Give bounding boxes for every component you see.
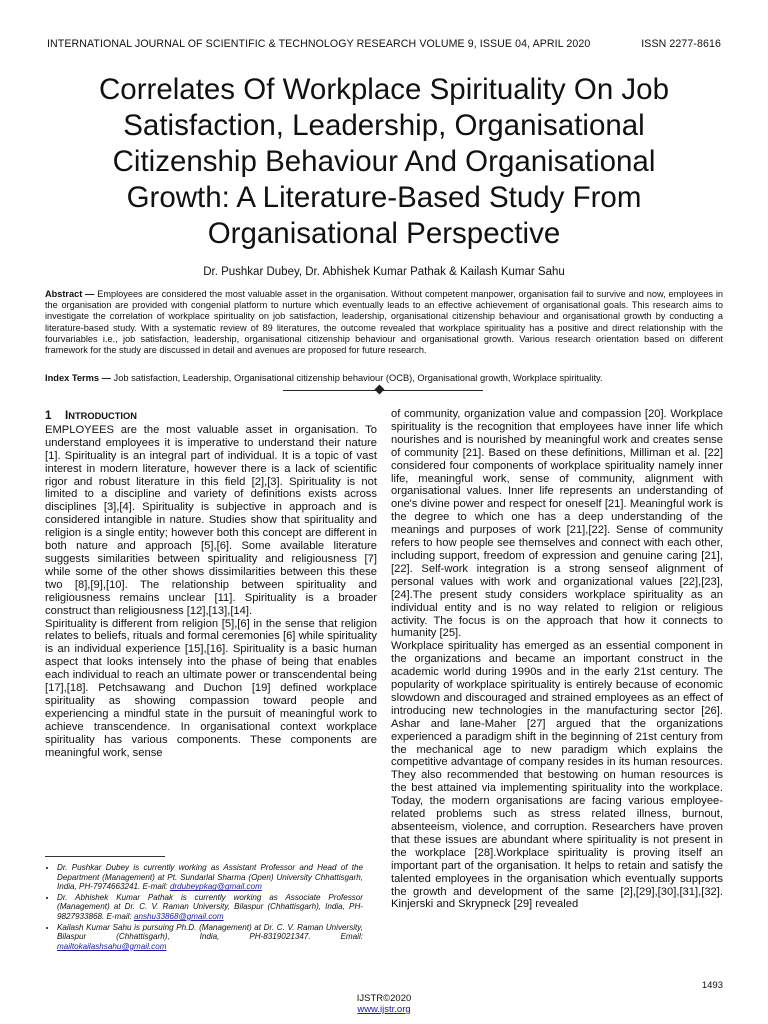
footnote-text: Dr. Abhishek Kumar Pathak is currently working as Associate Professor (Management) at Dr. C. V. Raman University, Bilaspur (Chhattisgarh), India, PH-9827933868. E-mail: [57, 892, 363, 921]
section-heading [45, 410, 377, 423]
left-column [45, 410, 377, 759]
title-line: Growth: A Literature-Based Study From [126, 181, 642, 214]
abstract [45, 289, 723, 356]
index-terms-text: Job satisfaction, Leadership, Organisational citizenship behaviour (OCB), Organisational growth, Workplace spirituality. [110, 373, 603, 383]
page-footer [0, 993, 768, 1015]
footnote-text: Kailash Kumar Sahu is pursuing Ph.D. (Management) at Dr. C. V. Raman University, Bilaspur (Chhattisgarh), India, PH-8319021347. Email: [57, 922, 363, 942]
page-number: 1493 [701, 980, 723, 991]
right-column [391, 408, 723, 911]
diamond-icon [375, 385, 385, 395]
website-link[interactable]: www.ijstr.org [357, 1004, 411, 1015]
footnote-item [57, 893, 363, 922]
journal-header [47, 38, 721, 50]
paper-title [30, 72, 738, 252]
body-paragraph: of community, organization value and compassion [20]. Workplace spirituality is the recognition that employees have inner life which nourishes and is nourished by meaningful work and creates sense of community [21]. Based on these definitions, Milliman et al. [22] considered four components of workplace spirituality namely inner life, meaningful work, sense of community, alignment with organisational values. Inner life represents an understanding of one's divine power and respect for oneself [21]. Meaningful work is the degree to which one has a deep understanding of the meanings and purposes of work [21],[22]. Sense of community refers to how people see themselves and connect with each other, including support, freedom of expression and genuine caring [21],[22]. Self-work integration is a strong senseof alignment of personal values with work and organizational values [22],[23],[24].The present study considers workplace spirituality as an individual entity and is no way related to religion or religious activity. The focus is on the approach that how it connects to humanity [25]. [391, 408, 723, 640]
section-initial: I [65, 409, 69, 422]
title-line: Satisfaction, Leadership, Organisational [123, 109, 645, 142]
email-link[interactable]: anshu33868@gmail.com [133, 911, 224, 921]
title-line: Organisational Perspective [207, 217, 561, 250]
index-terms [45, 373, 723, 384]
body-paragraph: Spirituality is different from religion [5],[6] in the sense that religion relates to beliefs, rituals and formal ceremonies [6] while spirituality is an individual experience [15],[16]. Spirituality is a basic human aspect that looks intensely into the phase of being that enables each individual to reach an ultimate power or transcendental being [17],[18]. Petchsawang and Duchon [19] defined workplace spirituality as showing compassion toward people and experiencing a mindful state in the pursuit of meaningful work to achieve transcendence. In organisational context workplace spirituality has various components. These components are meaningful work, sense [45, 617, 377, 759]
copyright: IJSTR©2020 [356, 993, 412, 1004]
section-rest: NTRODUCTION [68, 411, 137, 421]
issn: ISSN 2277-8616 [641, 38, 721, 50]
body-paragraph: Workplace spirituality has emerged as an essential component in the organizations and became an important construct in the academic world during 1990s and in the early 21st century. The popularity of workplace spirituality is entirely because of economic slowdown and discouraged and strained employees as an effect of introducing new technologies in the manufacturing sector [26]. Ashar and lane-Maher [27] argued that the organizations experienced a paradigm shift in the beginning of 21st century from the mechanical age to new paradigm which explains the competitive advantage of company resides in its human resources. They also recommended that bestowing on human resources is the best attained via implementing spirituality into the workplace. Today, the modern organisations are facing various employee-related problems such as stress related illness, burnout, absenteeism, violence, and corruption. Researchers have proven that these issues are abundant where spirituality is not present in the workplace [28].Workplace spirituality is proving itself an important part of the organisation. It helps to retain and satisfy the talented employees in the organisation which eventually supports the growth and development of the same [2],[29],[30],[31],[32]. Kinjerski and Skrypneck [29] revealed [391, 640, 723, 911]
authors: Dr. Pushkar Dubey, Dr. Abhishek Kumar Pathak & Kailash Kumar Sahu [203, 266, 565, 278]
footnotes [45, 863, 363, 952]
footnote-item [57, 863, 363, 892]
email-link[interactable]: mailtokailashsahu@gmail.com [57, 941, 167, 951]
index-terms-label: Index Terms — [45, 373, 111, 383]
body-paragraph: EMPLOYEES are the most valuable asset in organisation. To understand employees it is imperative to understand their nature [1]. Spirituality is an integral part of individual. It is a topic of vast interest in modern literature, however there is a lack of scientific rigor and robust literature in this field [2],[3]. Spirituality is not limited to a discipline and variety of definitions exists across disciplines [3],[4]. Spirituality is subjective in approach and is considered intangible in nature. Studies show that spirituality and religion is a single entity; however both this concept are different in both nature and approach [5],[6]. Some available literature suggests similarities between spirituality and religiousness [7] while some of the other shows dissimilarities between this these two [8],[9],[10]. The relationship between spirituality and religiousness remains unclear [11]. Spirituality is a broader construct than religiousness [12],[13],[14]. [45, 423, 377, 617]
journal-name: INTERNATIONAL JOURNAL OF SCIENTIFIC & TECHNOLOGY RESEARCH VOLUME 9, ISSUE 04, APRIL 2020 [47, 38, 591, 50]
footnote-item [57, 923, 363, 952]
footnote-text: Dr. Pushkar Dubey is currently working as Assistant Professor and Head of the Department (Management) at Pt. Sundarlal Sharma (Open) University Chhattisgarh, India, PH-7974663241. E-mail: [57, 863, 363, 892]
title-line: Correlates Of Workplace Spirituality On Job [98, 73, 669, 106]
abstract-label: Abstract — [45, 289, 95, 299]
section-divider [283, 386, 483, 396]
footnote-rule [45, 856, 165, 857]
abstract-text: Employees are considered the most valuable asset in the organisation. Without competent manpower, organisation fail to survive and now, employees in the organisation are provided with congenial platform to nurture which eventually leads to an effective achievement of organisational goals. This research aims to investigate the correlation of workplace spirituality on job satisfaction, leadership, organisational citizenship behaviour and organisational growth by conducting a literature-based study. With a systematic review of 89 literatures, the outcome revealed that workplace spirituality has a positive and direct relationship with the fourvariables i.e., job satisfaction, leadership, organisational citizenship behaviour and organisational growth. Various research orientation based on different framework for the study are discussed in detail and avenues are proposed for future research. [45, 289, 723, 356]
email-link[interactable]: drdubeypkag@gmail.com [169, 882, 262, 892]
title-line: Citizenship Behaviour And Organisational [112, 145, 656, 178]
section-number: 1 [45, 409, 52, 422]
